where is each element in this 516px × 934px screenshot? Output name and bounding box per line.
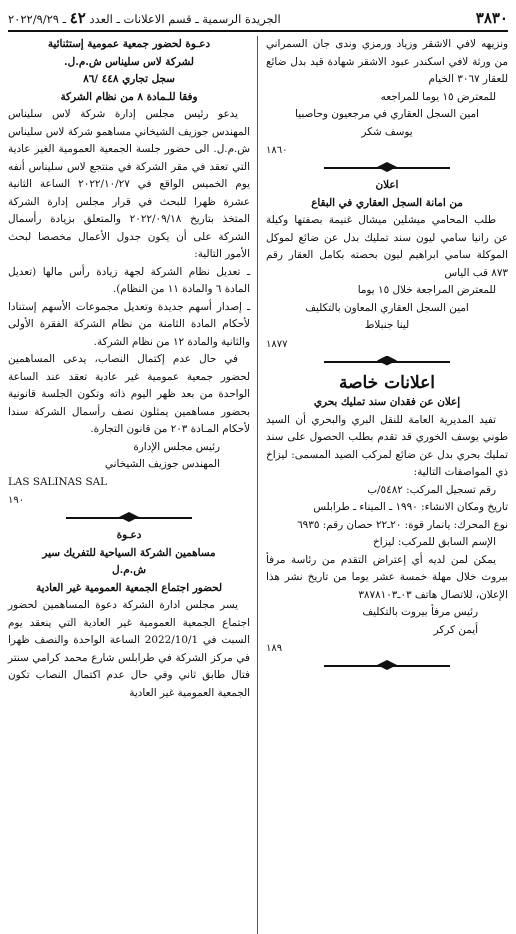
gazette-title: الجريدة الرسمية ـ قسم الاعلانات ـ العدد xyxy=(89,12,281,26)
signer-title: رئيس مرفأ بيروت بالتكليف xyxy=(362,606,478,618)
right-column xyxy=(266,36,508,675)
issue-date: ـ ٢٠٢٢/٩/٢٩ xyxy=(8,12,67,26)
reference-number: ١٨٧٧ xyxy=(266,338,288,350)
reference-number: ١٨٦٠ xyxy=(266,145,288,156)
notice-title: سجل تجاري ٤٤٨ /٨٦ xyxy=(83,73,175,85)
vessel-spec: نوع المحرك: يانمار قوة: ٢٠ـ٢٢ حصان رقم: ٦٩٣٥ xyxy=(297,518,508,531)
notice-title: اعلان xyxy=(375,179,399,191)
notice-title: لشركة لاس سليناس ش.م.ل. xyxy=(64,55,194,68)
objection-period: للمعترض ١٥ يوما للمراجعه xyxy=(380,90,496,103)
signer-name: أيمن كركر xyxy=(433,623,478,636)
header-title xyxy=(8,9,281,27)
agenda-item: ـ تعديل نظام الشركة لجهة زيادة رأس مالها (تعديل المادة ٦ والمادة ١١ من النظام). xyxy=(8,265,250,295)
signer-name: يوسف شكر xyxy=(361,125,413,138)
column-divider xyxy=(257,36,258,934)
notice-title: ش.م.ل xyxy=(112,564,146,576)
notice-subtitle: من امانة السجل العقاري في البقاع xyxy=(311,196,463,209)
separator-ornament xyxy=(266,161,508,175)
reference-number: ١٨٩ xyxy=(266,643,283,654)
notice-title: وفقا للـمادة ٨ من نظام الشركة xyxy=(60,90,198,103)
notice-title: إعلان عن فقدان سند تمليك بحري xyxy=(313,396,461,408)
page-header xyxy=(8,6,508,32)
signer-title: امين السجل العقاري المعاون بالتكليف xyxy=(305,301,469,314)
separator-ornament xyxy=(266,355,508,369)
notice-body: تفيد المديرية العامة للنقل البري والبحري أن السيد طوني يوسف الخوري قد تقدم بطلب الحصول على سند تمليك بحري بدل عن ضائع لمركب الصيد المسمى: ليزاخ ذي المواصفات التالية: xyxy=(266,413,508,478)
vessel-spec: رقم تسجيل المركب: ٥٤٨٢/ب xyxy=(367,483,496,496)
signer-name: المهندس جوزيف الشيخاني xyxy=(104,458,220,470)
notice-body: يسر مجلس ادارة الشركة دعوة المساهمين لحضور اجتماع الجمعية العمومية غير العادية التي ينعقد يوم السبت في 2022/10/1 الساعة الواحدة والنصف ظهرا في مركز الشركة في طرابلس شارع محمد كرامي سنتر فتال طابق ثاني وفي حال عدم اكتمال النصاب تكون الجمعية العمومية غير العادية xyxy=(8,599,250,699)
page-number: ٣٨٣٠ xyxy=(475,9,508,27)
notice-continuation: ونزيهه لافي الاشقر وزياد ورمزي وندى جان السمراني من ورثة لافي اسكندر عبود الاشقر شهادة قيد بدل ضائع للعقار ٣٠٦٧ الخيام xyxy=(266,38,508,85)
company-name-latin: LAS SALINAS SAL xyxy=(8,475,107,488)
signer-name: لينا جنبلاط xyxy=(364,319,410,331)
signer-title: رئيس مجلس الإدارة xyxy=(133,440,220,453)
notice-body: يدعو رئيس مجلس إدارة شركة لاس سليناس المهندس جوزيف الشيخاني مساهمو شركة لاس سليناس ش.م.ل. الى حضور جلسة الجمعية العمومية الغير عادية التي تعقد في مقر الشركة في منتجع لاس سليناس أنفه يوم الخميس الواقع في ٢٠٢٢/١٠/٢٧ الساعة الثانية عشرة ظهرا للبحث في قرار مجلس إدارة الشركة المتخذ بتاريخ ٢٠٢٢/٠٩/١٨ والمتعلق بزيادة رأسمال الشركة على أن يكون جدول الأعمال مخصصا لبحث الأمور التالية: xyxy=(8,108,250,260)
notice-body: طلب المحامي ميشلين ميشال غنيمة بصفتها وكيلة عن رانيا سامي ليون سند تمليك بدل عن ضائع لموكل الموكلة سامي ابراهيم ليون بحصته بكامل العقار رقم ٨٧٣ قب الياس xyxy=(266,214,508,279)
reference-number: ١٩٠ xyxy=(8,495,25,506)
section-title: اعلانات خاصة xyxy=(338,372,436,393)
vessel-spec: الإسم السابق للمركب: ليزاخ xyxy=(372,536,496,548)
notice-title: مساهمين الشركة السياحية للتفريك سير xyxy=(42,546,216,559)
vessel-spec: تاريخ ومكان الانشاء: ١٩٩٠ ـ الميناء ـ طرابلس xyxy=(313,501,508,513)
notice-body: في حال عدم إكتمال النصاب، يدعى المساهمين لحضور جمعية عمومية غير عادية تعقد عند الساعة الواحدة من بعد ظهر اليوم ذاته وتكون الجلسة قانونية بحضور مساهمين يمثلون نصف رأسمال الشركة سندا لأحكام المـادة ٢٠٣ من قانون التجارة. xyxy=(8,353,250,435)
objection-period: للمعترض المراجعة خلال ١٥ يوما xyxy=(357,284,496,296)
separator-ornament xyxy=(8,511,250,525)
separator-ornament xyxy=(266,659,508,673)
notice-title: دعـوة xyxy=(116,529,142,541)
notice-title: دعـوة لحضور جمعية عمومية إستثنائية xyxy=(47,38,211,50)
notice-body: يمكن لمن لديه أي إعتراض التقدم من رئاسة مرفأ بيروت خلال مهلة خمسة عشر يوما من تاريخ نشر هذا الإعلان، للاتصال هاتف ٠٣ـ٣٨٧٨١٠٣ xyxy=(266,553,508,601)
left-column xyxy=(8,36,250,702)
issue-number: ٤٢ xyxy=(69,9,86,27)
signer-title: امين السجل العقاري في مرجعيون وحاصبيا xyxy=(295,108,479,120)
agenda-item: ـ إصدار أسهم جديدة وتعديل مجموعات الأسهم إستنادا لأحكام المادة الثامنة من نظام الشركة الفقرة الأولى والثانية والمادة ١٢ من نظام الشركة. xyxy=(8,300,250,348)
notice-title: لحضور اجتماع الجمعية العمومية غير العادية xyxy=(36,581,222,594)
